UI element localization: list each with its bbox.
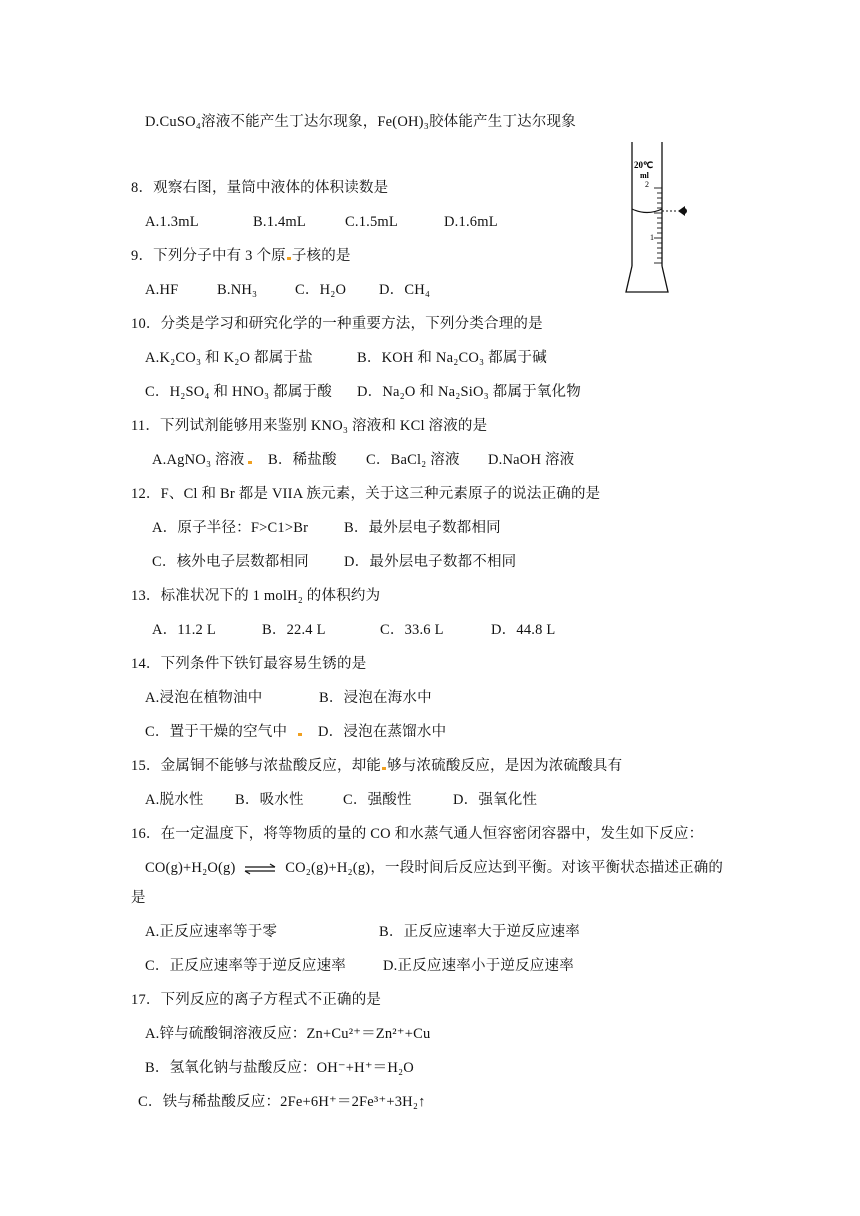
- q10-option-a: A.K₂CO₃ 和 K₂O 都属于盐: [145, 350, 313, 366]
- q12-option-b: B．最外层电子数都相同: [344, 520, 501, 536]
- q11-option-d: D.NaOH 溶液: [488, 452, 575, 468]
- q16-option-d: D.正反应速率小于逆反应速率: [383, 958, 574, 974]
- equilibrium-arrows-icon: [243, 863, 277, 875]
- cylinder-unit-label: ml: [640, 171, 649, 180]
- q8-stem: 8．观察右图，量筒中液体的体积读数是: [131, 180, 389, 196]
- q15-stem-part2: 够与浓硫酸反应，是因为浓硫酸具有: [387, 758, 623, 774]
- q7-option-d: D.CuSO₄溶液不能产生丁达尔现象，Fe(OH)₃胶体能产生丁达尔现象: [145, 114, 576, 130]
- q16-equation: [145, 858, 723, 878]
- q11-option-c: C．BaCl₂ 溶液: [366, 452, 460, 468]
- q11-options: [152, 450, 574, 470]
- q16-option-c: C．正反应速率等于逆反应速率: [145, 958, 346, 974]
- q17-option-a: A.锌与硫酸铜溶液反应：Zn+Cu²⁺＝Zn²⁺+Cu: [145, 1026, 431, 1042]
- cylinder-temp-label: 20℃: [634, 160, 654, 170]
- cylinder-tick-label-2: 2: [645, 180, 649, 189]
- q10-options-row2: [145, 382, 581, 402]
- highlight-mark: [298, 733, 302, 736]
- cylinder-scale-ticks: [654, 188, 662, 263]
- q9-option-c: C．H₂O: [295, 282, 347, 298]
- q11-option-b: B．稀盐酸: [268, 452, 337, 468]
- q16-option-a: A.正反应速率等于零: [145, 924, 278, 940]
- q15-option-b: B．吸水性: [235, 792, 304, 808]
- q14-option-b: B．浸泡在海水中: [319, 690, 432, 706]
- q9-option-b: B.NH₃: [217, 282, 258, 298]
- q10-option-b: B．KOH 和 Na₂CO₃ 都属于碱: [357, 350, 547, 366]
- q13-option-c: C．33.6 L: [380, 622, 444, 638]
- q16-stem: 16．在一定温度下，将等物质的量的 CO 和水蒸气通人恒容密闭容器中，发生如下反应：: [131, 826, 704, 842]
- q14-options-row1: [145, 688, 432, 708]
- q10-options-row1: [145, 348, 547, 368]
- q8-option-b: B.1.4mL: [253, 214, 306, 230]
- q8-option-c: C.1.5mL: [345, 214, 398, 230]
- q8-option-a: A.1.3mL: [145, 214, 199, 230]
- cylinder-tick-label-1: 1: [650, 233, 654, 242]
- q13-option-d: D．44.8 L: [491, 622, 556, 638]
- q12-option-c: C．核外电子层数都相同: [152, 554, 309, 570]
- q13-option-a: A．11.2 L: [152, 622, 216, 638]
- q12-options-row1: [152, 518, 501, 538]
- q15-option-c: C．强酸性: [343, 792, 412, 808]
- q9-stem: [131, 246, 351, 266]
- q16-equation-left: CO(g)+H₂O(g): [145, 860, 236, 876]
- q9-stem-part2: 子核的是: [291, 248, 351, 264]
- q8-options: [145, 212, 498, 232]
- q12-stem: 12．F、Cl 和 Br 都是 VIIA 族元素，关于这三种元素原子的说法正确的是: [131, 486, 601, 502]
- highlight-mark: [287, 257, 291, 260]
- q16-options-row1: [145, 922, 580, 942]
- q16-option-b: B．正反应速率大于逆反应速率: [379, 924, 580, 940]
- q8-option-d: D.1.6mL: [444, 214, 498, 230]
- q15-options: [145, 790, 537, 810]
- q15-option-a: A.脱水性: [145, 792, 204, 808]
- q9-option-a: A.HF: [145, 282, 179, 298]
- q9-options: [145, 280, 430, 300]
- q14-option-c: C．置于干燥的空气中: [145, 724, 288, 740]
- q15-stem-part1: 15．金属铜不能够与浓盐酸反应，却能: [131, 758, 382, 774]
- q10-stem: 10．分类是学习和研究化学的一种重要方法，下列分类合理的是: [131, 316, 543, 332]
- q14-options-row2: [145, 722, 446, 742]
- q10-option-d: D．Na₂O 和 Na₂SiO₃ 都属于氧化物: [357, 384, 581, 400]
- q17-option-c: C．铁与稀盐酸反应：2Fe+6H⁺＝2Fe³⁺+3H₂↑: [138, 1094, 426, 1110]
- highlight-mark: [248, 461, 252, 464]
- q11-option-a: A.AgNO₃ 溶液: [152, 452, 245, 468]
- q12-option-d: D．最外层电子数都不相同: [344, 554, 517, 570]
- q16-stem-continued: 是: [131, 890, 146, 906]
- liquid-meniscus: [632, 209, 662, 213]
- eye-pupil: [681, 208, 687, 214]
- q16-equation-right: CO₂(g)+H₂(g)，一段时间后反应达到平衡。对该平衡状态描述正确的: [285, 860, 724, 876]
- q13-option-b: B．22.4 L: [262, 622, 326, 638]
- q12-options-row2: [152, 552, 516, 572]
- q17-stem: 17．下列反应的离子方程式不正确的是: [131, 992, 382, 1008]
- q9-option-d: D．CH₄: [379, 282, 431, 298]
- q13-stem: 13．标准状况下的 1 molH₂ 的体积约为: [131, 588, 381, 604]
- highlight-mark: [382, 767, 386, 770]
- cylinder-base: [626, 266, 668, 292]
- q15-option-d: D．强氧化性: [453, 792, 538, 808]
- q13-options: [152, 620, 555, 640]
- q14-option-a: A.浸泡在植物油中: [145, 690, 263, 706]
- q11-stem: 11．下列试剂能够用来鉴别 KNO₃ 溶液和 KCl 溶液的是: [131, 418, 488, 434]
- q10-option-c: C．H₂SO₄ 和 HNO₃ 都属于酸: [145, 384, 332, 400]
- q17-option-b: B．氢氧化钠与盐酸反应：OH⁻+H⁺＝H₂O: [145, 1060, 414, 1076]
- q15-stem: [131, 756, 622, 776]
- q12-option-a: A．原子半径：F>C1>Br: [152, 520, 309, 536]
- q16-options-row2: [145, 956, 574, 976]
- graduated-cylinder-figure: [618, 140, 696, 298]
- q14-stem: 14．下列条件下铁钉最容易生锈的是: [131, 656, 367, 672]
- q14-option-d: D．浸泡在蒸馏水中: [318, 724, 447, 740]
- q9-stem-part1: 9．下列分子中有 3 个原: [131, 248, 286, 264]
